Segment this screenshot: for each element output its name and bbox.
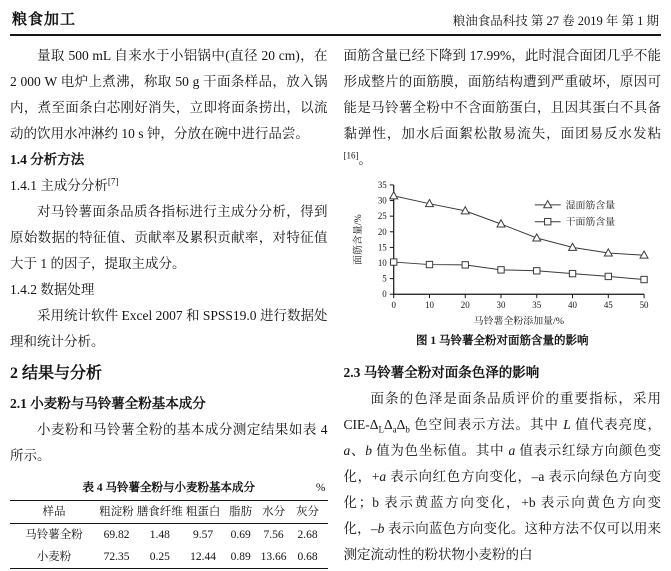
heading-2-results: 2 结果与分析 (10, 365, 103, 382)
svg-text:20: 20 (378, 226, 388, 237)
table-cell: 7.56 (263, 529, 284, 541)
column-section-label: 粮食加工 (12, 11, 77, 28)
page-header (10, 6, 661, 36)
paragraph-table-intro: 小麦粉和马铃薯全粉的基本成分测定结果如表 4 所示。 (10, 422, 328, 463)
table-cell: 0.89 (222, 546, 260, 569)
svg-text:50: 50 (639, 300, 649, 311)
heading-2-3: 2.3 马铃薯全粉对面条色泽的影响 (343, 365, 540, 380)
heading-1-4: 1.4 分析方法 (10, 152, 85, 167)
table-header: 水分 (260, 501, 288, 524)
heading-1-4-2: 1.4.2 数据处理 (10, 282, 95, 297)
table-cell: 0.68 (288, 546, 328, 569)
table-header: 样品 (10, 501, 98, 524)
table-cell: 1.48 (149, 529, 170, 541)
heading-2-1: 2.1 小麦粉与马铃薯全粉基本成分 (10, 396, 206, 411)
table-cell: 0.25 (135, 546, 184, 569)
column-right (344, 43, 662, 569)
paragraph-sampling-method: 量取 500 mL 自来水于小铝锅中(直径 20 cm)，在 2 000 W 电炉上煮沸，称取 50 g 干面条样品，放入锅内，煮至面条白芯刚好消失，立即将面条捞出，以流动的饮用水冲淋约 10 s 钟，分放在碗中进行品尝。 (10, 48, 328, 141)
table-header: 膳食纤维 (135, 501, 184, 524)
svg-text:15: 15 (378, 242, 388, 253)
table4 (10, 500, 328, 569)
two-column-body (10, 36, 661, 569)
table-header: 脂肪 (222, 501, 260, 524)
table-header-row (10, 501, 328, 524)
table-header: 灰分 (288, 501, 328, 524)
reference-16: [16] (343, 150, 359, 161)
svg-text:30: 30 (378, 195, 388, 206)
svg-text:0: 0 (391, 300, 397, 311)
gluten-content-line-chart (350, 177, 654, 328)
table-cell: 12.44 (185, 546, 222, 569)
svg-text:5: 5 (382, 273, 388, 284)
heading-1-4-1 (10, 173, 328, 199)
table-cell: 马铃薯全粉 (25, 529, 83, 541)
table-cell: 2.68 (297, 529, 318, 541)
paragraph-gluten-text: 面筋含量已经下降到 17.99%，此时混合面团几乎不能形成整片的面筋膜，面筋结构遭到严重破坏，原因可能是马铃薯全粉中不含面筋蛋白，且因其蛋白不具备黏弹性，加水后面絮松散易流失，面团易反水发粘 (343, 48, 661, 141)
svg-text:20: 20 (461, 300, 470, 311)
table-cell: 72.35 (98, 546, 135, 569)
paragraph-gluten-period: 。 (358, 152, 372, 167)
svg-text:35: 35 (378, 179, 388, 190)
figure1-caption: 图 1 马铃薯全粉对面筋含量的影响 (416, 335, 589, 347)
journal-volume-info: 粮油食品科技 第 27 卷 2019 年 第 1 期 (452, 14, 659, 28)
table-cell: 69.82 (103, 529, 130, 541)
svg-text:30: 30 (496, 300, 506, 311)
svg-text:10: 10 (425, 300, 435, 311)
table-header: 粗淀粉 (98, 501, 135, 524)
paragraph-gluten-discussion (344, 43, 662, 173)
table4-caption-text: 表 4 马铃薯全粉与小麦粉基本成分 (82, 482, 255, 494)
figure1 (344, 177, 662, 352)
svg-text:0: 0 (382, 289, 388, 300)
table-cell: 0.69 (230, 529, 251, 541)
table-cell: 13.66 (260, 546, 288, 569)
svg-text:45: 45 (604, 300, 614, 311)
heading-1-4-1-text: 1.4.1 主成分分析 (10, 178, 108, 193)
svg-text:10: 10 (378, 257, 388, 268)
table-cell: 小麦粉 (10, 546, 98, 569)
paragraph-color-space: 面条的色泽是面条品质评价的重要指标，采用 CIE-$\Delta_L\Delta_a\Delta_b$ 色空间表示方法。其中 L 值代表亮度，a、b 值为色坐标值。其中 a 值表示红绿方向颜色变化，+a 表示向红色方向变化，–a 表示向绿色方向变化；b 表示黄蓝方向变化，+b 表示向黄色方向变化，–b 表示向蓝色方向变化。这种方法不仅可以用来测定流动性的粉状物小麦粉的白 (343, 391, 662, 562)
paragraph-pca: 对马铃薯面条品质各指标进行主成分分析，得到原始数据的特征值、贡献率及累积贡献率，对特征值大于 1 的因子，提取主成分。 (10, 204, 328, 271)
table-row (10, 546, 328, 569)
table4-unit: % (315, 482, 326, 494)
paragraph-software: 采用统计软件 Excel 2007 和 SPSS19.0 进行数据处理和统计分析。 (10, 308, 328, 349)
svg-text:35: 35 (532, 300, 542, 311)
table-header: 粗蛋白 (185, 501, 222, 524)
svg-text:湿面筋含量: 湿面筋含量 (565, 200, 616, 212)
svg-text:25: 25 (378, 211, 388, 222)
svg-text:面筋含量/%: 面筋含量/% (353, 214, 365, 265)
table-row (10, 524, 328, 547)
svg-text:干面筋含量: 干面筋含量 (565, 217, 616, 229)
svg-text:马铃薯全粉添加量/%: 马铃薯全粉添加量/% (473, 316, 565, 328)
column-left (10, 43, 328, 569)
reference-7: [7] (107, 176, 119, 187)
svg-text:40: 40 (568, 300, 578, 311)
table-cell: 9.57 (193, 529, 214, 541)
table4-caption (10, 479, 328, 497)
